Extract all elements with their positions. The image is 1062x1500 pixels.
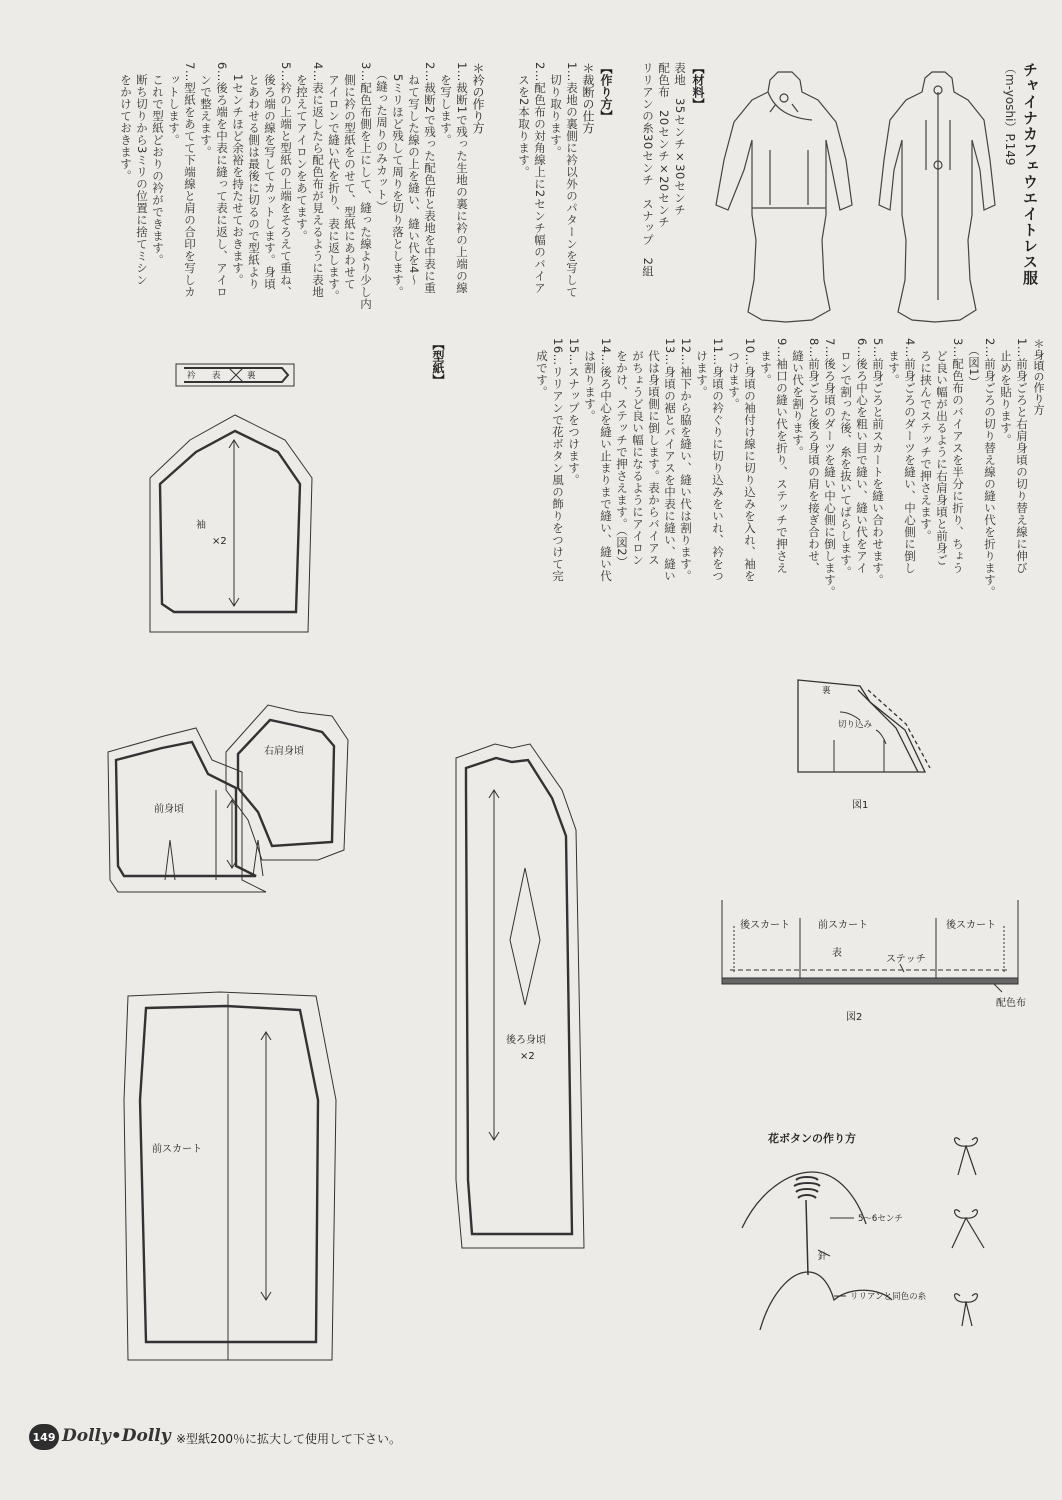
fig2-front-skirt: 前スカート xyxy=(818,920,868,931)
enlarge-note: ※型紙200％に拡大して使用して下さい。 xyxy=(176,1432,401,1446)
collar-step-4: 4…表に返したら配色布が見えるように表地 を控えてアイロンをあてます。 xyxy=(295,62,325,298)
front-bodice-label: 前身頃 xyxy=(154,804,184,815)
body-step-1: 1…前身ごろと右肩身頃の切り替え線に伸び 止めを貼ります。 xyxy=(999,338,1029,574)
body-step-12: 12…袖下から脇を縫い、縫い代は割ります。 xyxy=(679,338,693,582)
back-bodice-count: ×2 xyxy=(520,1051,535,1062)
body-step-7: 7…後ろ身頃のダーツを縫い中心側に倒します。 xyxy=(823,338,837,598)
collar-step-6: 6…後ろ端を中表に縫って表に返し、アイロ ンで整えます。 xyxy=(199,62,229,298)
cutting-step-2: 2…配色布の対角線上に2センチ幅のバイア スを2本取ります。 xyxy=(517,62,547,294)
fig2-back-skirt-right: 後スカート xyxy=(946,920,996,931)
flower-heading: 花ボタンの作り方 xyxy=(768,1132,856,1145)
front-skirt-label: 前スカート xyxy=(152,1144,202,1155)
collar-step-5: 5…衿の上端と型紙の上端をそろえて重ね、 後ろ端の線を写してカットします。身頃 とあわせる側は最後に切るので型紙より 1センチほど余裕を持たせておきます。 xyxy=(231,62,293,298)
fig1-caption: 図1 xyxy=(852,800,869,811)
collar-heading: ＊衿の作り方 xyxy=(471,62,485,134)
materials-line-3: リリアンの糸30センチ スナップ 2組 xyxy=(641,62,655,278)
collar-step-7: 7…型紙をあてて下端線と肩の合印を写しカ ットします。 これで型紙どおりの衿ができます。 断ち切りから3ミリの位置に捨てミシン をかけておきます。 xyxy=(119,62,197,298)
page-title: チャイナカフェウエイトレス服 xyxy=(1021,62,1039,286)
body-step-6: 6…後ろ中心を粗い目で縫い、縫い代をアイ ロンで割った後、糸を抜いてばらします。 xyxy=(839,338,869,578)
fig2-stitch: ステッチ xyxy=(886,954,926,965)
collar-step-3: 3…配色布側を上にして、縫った線より少し内 側に衿の型紙をのせて、型紙にあわせて アイロンで縫い代を折り、表に返します。 xyxy=(327,62,373,310)
body-step-13: 13…身頃の裾とバイアスを中表に縫い、縫い 代は身頃側に倒します。表からバイアス がちょうど良い幅になるようにアイロン をかけ、ステッチで押さえます。（図2） xyxy=(615,338,677,582)
body-step-14: 14…後ろ中心を縫い止まりまで縫い、縫い代 は割ります。 xyxy=(583,338,613,582)
cutting-step-1: 1…表地の裏側に衿以外のパターンを写して 切り取ります。 xyxy=(549,62,579,298)
sleeve-count: ×2 xyxy=(212,536,227,547)
right-shoulder-label: 右肩身頃 xyxy=(264,746,304,757)
byline: （m-yoshi）P.149 xyxy=(1003,62,1017,166)
flower-size: 5～6センチ xyxy=(858,1214,903,1224)
body-step-3: 3…配色布のバイアスを半分に折り、ちょう ど良い幅が出るように右肩身頃と前身ご ろに挟んでステッチで押さえます。 xyxy=(919,338,965,574)
materials-heading: 【材料】 xyxy=(691,62,705,110)
body-step-5: 5…前身ごろと前スカートを縫い合わせます。 xyxy=(871,338,885,586)
back-bodice-label: 後ろ身頃 xyxy=(506,1035,546,1046)
cutting-heading: ＊裁断の仕方 xyxy=(581,62,595,134)
flower-needle: 針 xyxy=(818,1252,827,1262)
collar-ura-label: 裏 xyxy=(247,371,256,381)
body-step-15: 15…スナップをつけます。 xyxy=(567,338,581,486)
body-heading: ＊身頃の作り方 xyxy=(1032,338,1045,415)
materials-line-1: 表地 35センチ×30センチ xyxy=(673,62,687,216)
fig1-ura: 裏 xyxy=(822,686,831,696)
magazine-logo: Dolly•Dolly xyxy=(62,1426,171,1446)
page-number: 149 xyxy=(29,1424,59,1450)
body-step-2: 2…前身ごろの切り替え線の縫い代を折ります。 （図1） xyxy=(967,338,997,598)
fig1-kirikomi: 切り込み xyxy=(838,720,873,730)
materials-line-2: 配色布 20センチ×20センチ xyxy=(657,62,671,228)
fig2-haishoku: 配色布 xyxy=(996,998,1026,1009)
pattern-heading: 【型紙】 xyxy=(431,338,445,386)
fig2-back-skirt-left: 後スカート xyxy=(740,920,790,931)
collar-step-1: 1…裁断1で残った生地の裏に衿の上端の線 を写します。 xyxy=(439,62,469,294)
body-step-8: 8…前身ごろと後ろ身頃の肩を接ぎ合わせ、 縫い代を割ります。 xyxy=(791,338,821,574)
body-step-4: 4…前身ごろのダーツを縫い、中心側に倒し ます。 xyxy=(887,338,917,574)
fig2-caption: 図2 xyxy=(846,1012,863,1023)
body-step-9: 9…袖口の縫い代を折り、ステッチで押さえ ます。 xyxy=(759,338,789,574)
collar-omote-label: 表 xyxy=(212,371,221,381)
collar-step-2: 2…裁断2で残った配色布と表地を中表に重 ねて写した線の上を縫い、縫い代を4～ 5ミリほど残して周りを切り落とします。 （縫った周りのみカット） xyxy=(375,62,437,298)
fig2-omote: 表 xyxy=(832,948,842,959)
howto-heading: 【作り方】 xyxy=(599,62,613,122)
body-step-16: 16…リリアンで花ボタン風の飾りをつけて完 成です。 xyxy=(535,338,565,582)
collar-label: 衿 xyxy=(187,371,196,381)
body-step-11: 11…身頃の衿ぐりに切り込みをいれ、衿をつ けます。 xyxy=(695,338,725,582)
body-step-10: 10…身頃の袖付け線に切り込みを入れ、袖を つけます。 xyxy=(727,338,757,582)
sleeve-label: 袖 xyxy=(196,520,206,531)
flower-thread: リリアンと同色の糸 xyxy=(850,1292,927,1302)
